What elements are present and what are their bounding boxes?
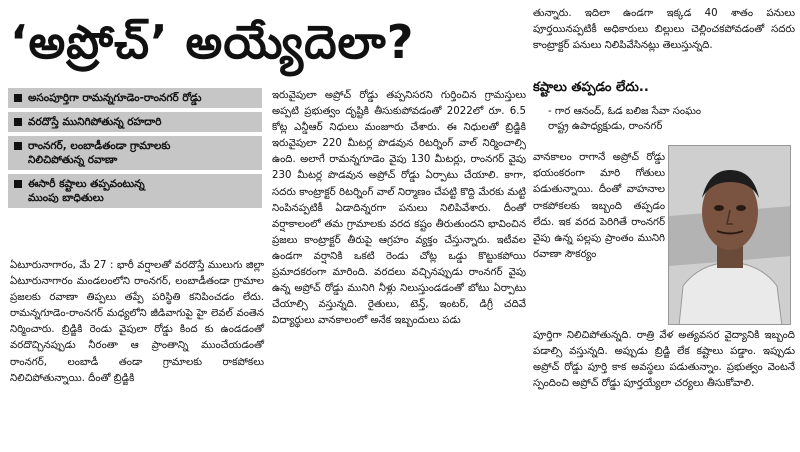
highlight-item <box>8 112 262 132</box>
quote-text-narrow <box>533 150 665 263</box>
article-paragraph: ఏటూరునాగారం, మే 27 : భారీ వర్షాలతో వరదొస్తే ములుగు జిల్లా ఏటూరునాగారం మండలంలోని రాంనగర్, లంబాడీతండా గ్రామాల ప్రజలకు రవాణా తిప్పలు తప్పే పరిస్థితి కనిపించడం లేదు. రామన్నగూడెం-రాంనగర్ మధ్యలోని జీడివాగుపై హై లెవల్ వంతెన నిర్మించారు. బ్రిడ్జికి రెండు వైపులా రోడ్డు కింద కు ఉండడంతో వరదొచ్చినప్పుడు నీరంతా ఆ ప్రాంతాన్ని ముంచేయడంతో రాంనగర్, లంబాడీ తండా గ్రామాలకు రాకపోకలు నిలిచిపోతున్నాయి. దీంతో బ్రిడ్జికి <box>10 260 264 384</box>
square-bullet-icon <box>14 142 22 150</box>
highlight-text: రాంనగర్, లంబాడీతండా గ్రామాలకు నిలిచిపోతున్న రవాణా <box>28 140 171 166</box>
square-bullet-icon <box>14 94 22 102</box>
square-bullet-icon <box>14 118 22 126</box>
quote-source-title: రాష్ట్ర ఉపాధ్యక్షుడు, రాంనగర్ <box>548 121 663 132</box>
article-paragraph: ఇరువైపులా అప్రోచ్ రోడ్డు తప్పనిసరని గుర్తించిన గ్రామస్తులు అప్పటి ప్రభుత్వం దృష్టికి తీసుకుపోవడంతో 2022లో రూ. 6.5 కోట్ల ఎన్డీఆర్ నిధులు మంజూరు చేశారు. ఈ నిధులతో బ్రిడ్జికి ఇరువైపులా 220 మీటర్ల పొడవున రిటర్నింగ్ వాల్ నిర్మించాల్సి ఉంది. అలాగే రామన్నగూడెం వైపు 130 మీటర్లు, రాంనగర్ వైపు 230 మీటర్ల పొడవున అప్రోచ్ రోడ్డు ఏర్పాటు చేయాలి. కాగా, సదరు కాంట్రాక్టర్ రిటర్నింగ్ వాల్ నిర్మాణం చేపట్టి కొద్ది మేరకు మట్టి నింపినప్పటికీ ఏడాదిన్నరగా పనులు నిలిపివేశారు. దీంతో వర్షాకాలంలో తమ గ్రామాలకు వరద కష్టం తీరుతుందని భావించిన ప్రజలు కాంట్రాక్టర్ తీరుపై ఆగ్రహం వ్యక్తం చేస్తున్నారు. ఇటీవల ఉండగా వర్షానికి ఒకటి రెండు చోట్ల ఒడ్డు కొట్టుకపోయి ప్రమాదకరంగా మారింది. వరదలు వచ్చినప్పుడు రాంనగర్ వైపు ఉన్న అప్రోచ్ రోడ్డు మునిగి నీళ్లు నిలుస్తుండడంతో బోటు ఏర్పాటు చేయాల్సి వస్తున్నది. రైతులు, టెన్త్, ఇంటర్, డిగ్రీ చదివే విద్యార్థులు వానకాలంలో అనేక ఇబ్బందులు పడు <box>272 90 526 327</box>
quote-source-name: - గార ఆనంద్, ఓడ బలిజ సేవా సంఘం <box>548 106 702 117</box>
quote-source <box>548 104 701 134</box>
highlight-text: అసంపూర్తిగా రామన్నగూడెం-రాంనగర్ రోడ్డు <box>28 92 202 104</box>
highlight-item <box>8 88 262 108</box>
article-column-1 <box>10 258 264 387</box>
highlights-box <box>8 88 262 212</box>
article-column-2 <box>272 88 526 329</box>
highlight-text: వరదొస్తే మునిగిపోతున్న రహదారి <box>28 116 162 128</box>
person-photo <box>668 145 791 325</box>
quote-paragraph: వానకాలం రాగానే అప్రోచ్ రోడ్డు భయంకరంగా మారి గోతులు పడుతున్నాయి. దీంతో వాహనాల రాకపోకలకు ఇబ్బంది తప్పడం లేదు. ఇక వరద పెరిగితే రాంనగర్ వైపు ఉన్న పల్లపు ప్రాంతం మునిగి రవాణా సౌకర్యం <box>533 152 665 261</box>
article-column-3-top <box>533 6 795 54</box>
headline: ‘అప్రోచ్’ అయ్యేదెలా? <box>10 15 415 69</box>
highlight-item <box>8 136 262 170</box>
quote-text-full <box>533 328 795 392</box>
quote-subheading: కష్టాలు తప్పడం లేదు.. <box>533 80 649 95</box>
article-paragraph: తున్నారు. ఇదిలా ఉండగా ఇక్కడ 40 శాతం పనులు పూర్తయినప్పటికీ అధికారులు బిల్లులు చెల్లించకపోవడంతో సదరు కాంట్రాక్టర్ పనులు నిలిపివేసినట్లు తెలుస్తున్నది. <box>533 8 795 52</box>
highlight-item <box>8 174 262 208</box>
person-portrait-icon <box>669 146 791 325</box>
highlight-text: ఈసారీ కష్టాలు తప్పవంటున్న ముంపు బాధితులు <box>28 178 145 204</box>
quote-paragraph: పూర్తిగా నిలిచిపోతున్నది. రాత్రి వేళ అత్యవసర వైద్యానికి ఇబ్బంది పడాల్సి వస్తున్నది. అప్పుడు బ్రిడ్జి లేక కష్టాలు పడ్డాం. ఇప్పుడు అప్రోచ్ రోడ్డు పూర్తి కాక అవస్థలు పడుతున్నాం. ప్రభుత్వం వెంటనే స్పందించి అప్రోచ్ రోడ్డు పూర్తయ్యేలా చర్యలు తీసుకోవాలి. <box>533 330 795 390</box>
square-bullet-icon <box>14 180 22 188</box>
